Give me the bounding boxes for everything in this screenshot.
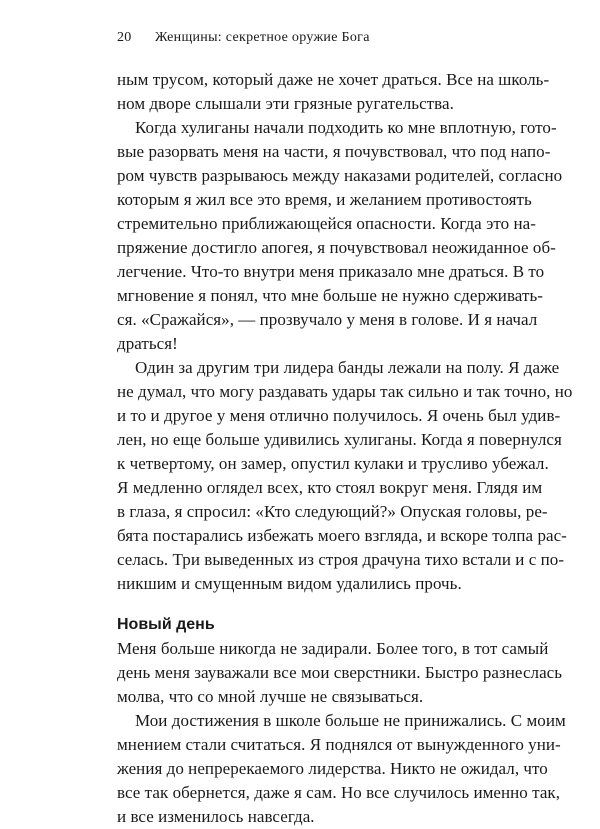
text-line: ся. «Сражайся», — прозвучало у меня в голове. И я начал bbox=[117, 310, 538, 329]
text-line: молва, что со мной лучше не связываться. bbox=[117, 687, 424, 706]
text-line: ным трусом, который даже не хочет драться. Все на школь- bbox=[117, 70, 550, 89]
running-header bbox=[117, 30, 517, 46]
text-line: мнением стали считаться. Я поднялся от вынужденного уни- bbox=[117, 735, 561, 754]
text-line: пряжение достигло апогея, я почувствовал неожиданное об- bbox=[117, 238, 556, 257]
text-line: лен, но еще больше удивились хулиганы. Когда я повернулся bbox=[117, 430, 562, 449]
page-number: 20 bbox=[117, 30, 132, 45]
text-line: к четвертому, он замер, опустил кулаки и трусливо убежал. bbox=[117, 454, 549, 473]
text-line: селась. Три выведенных из строя драчуна тихо встали и с по- bbox=[117, 550, 565, 569]
text-line: Когда хулиганы начали подходить ко мне вплотную, гото- bbox=[135, 118, 557, 137]
text-line: ром чувств разрываюсь между наказами родителей, согласно bbox=[117, 166, 563, 185]
text-line: мгновение я понял, что мне больше не нужно сдерживать- bbox=[117, 286, 543, 305]
book-title: Женщины: секретное оружие Бога bbox=[155, 30, 370, 45]
section-heading: Новый день bbox=[117, 616, 215, 633]
text-line: ном дворе слышали эти грязные ругательства. bbox=[117, 94, 454, 113]
text-line: бята постарались избежать моего взгляда, и вскоре толпа рас- bbox=[117, 526, 567, 545]
text-line: и все изменилось навсегда. bbox=[117, 807, 315, 826]
text-line: Я медленно оглядел всех, кто стоял вокруг меня. Глядя им bbox=[117, 478, 543, 497]
text-line: и то и другое у меня отлично получилось. Я очень был удив- bbox=[117, 406, 561, 425]
text-line: все так обернется, даже я сам. Но все случилось именно так, bbox=[117, 783, 561, 802]
text-line: которым я жил все это время, и желанием противостоять bbox=[117, 190, 532, 209]
text-line: вые разорвать меня на части, я почувствовал, что под напо- bbox=[117, 142, 551, 161]
text-line: жения до непререкаемого лидерства. Никто не ожидал, что bbox=[117, 759, 548, 778]
text-line: никшим и смущенным видом удалились прочь. bbox=[117, 574, 462, 593]
text-line: день меня зауважали все мои сверстники. Быстро разнеслась bbox=[117, 663, 563, 682]
text-line: Мои достижения в школе больше не принижались. С моим bbox=[135, 711, 566, 730]
text-line: легчение. Что-то внутри меня приказало мне драться. В то bbox=[117, 262, 545, 281]
text-line: не думал, что могу раздавать удары так сильно и так точно, но bbox=[117, 382, 573, 401]
text-line: в глаза, я спросил: «Кто следующий?» Опуская головы, ре- bbox=[117, 502, 548, 521]
text-line: Один за другим три лидера банды лежали на полу. Я даже bbox=[135, 358, 560, 377]
text-line: драться! bbox=[117, 334, 178, 353]
text-line: стремительно приближающейся опасности. Когда это на- bbox=[117, 214, 536, 233]
text-line: Меня больше никогда не задирали. Более того, в тот самый bbox=[117, 639, 549, 658]
body-text bbox=[117, 68, 573, 829]
